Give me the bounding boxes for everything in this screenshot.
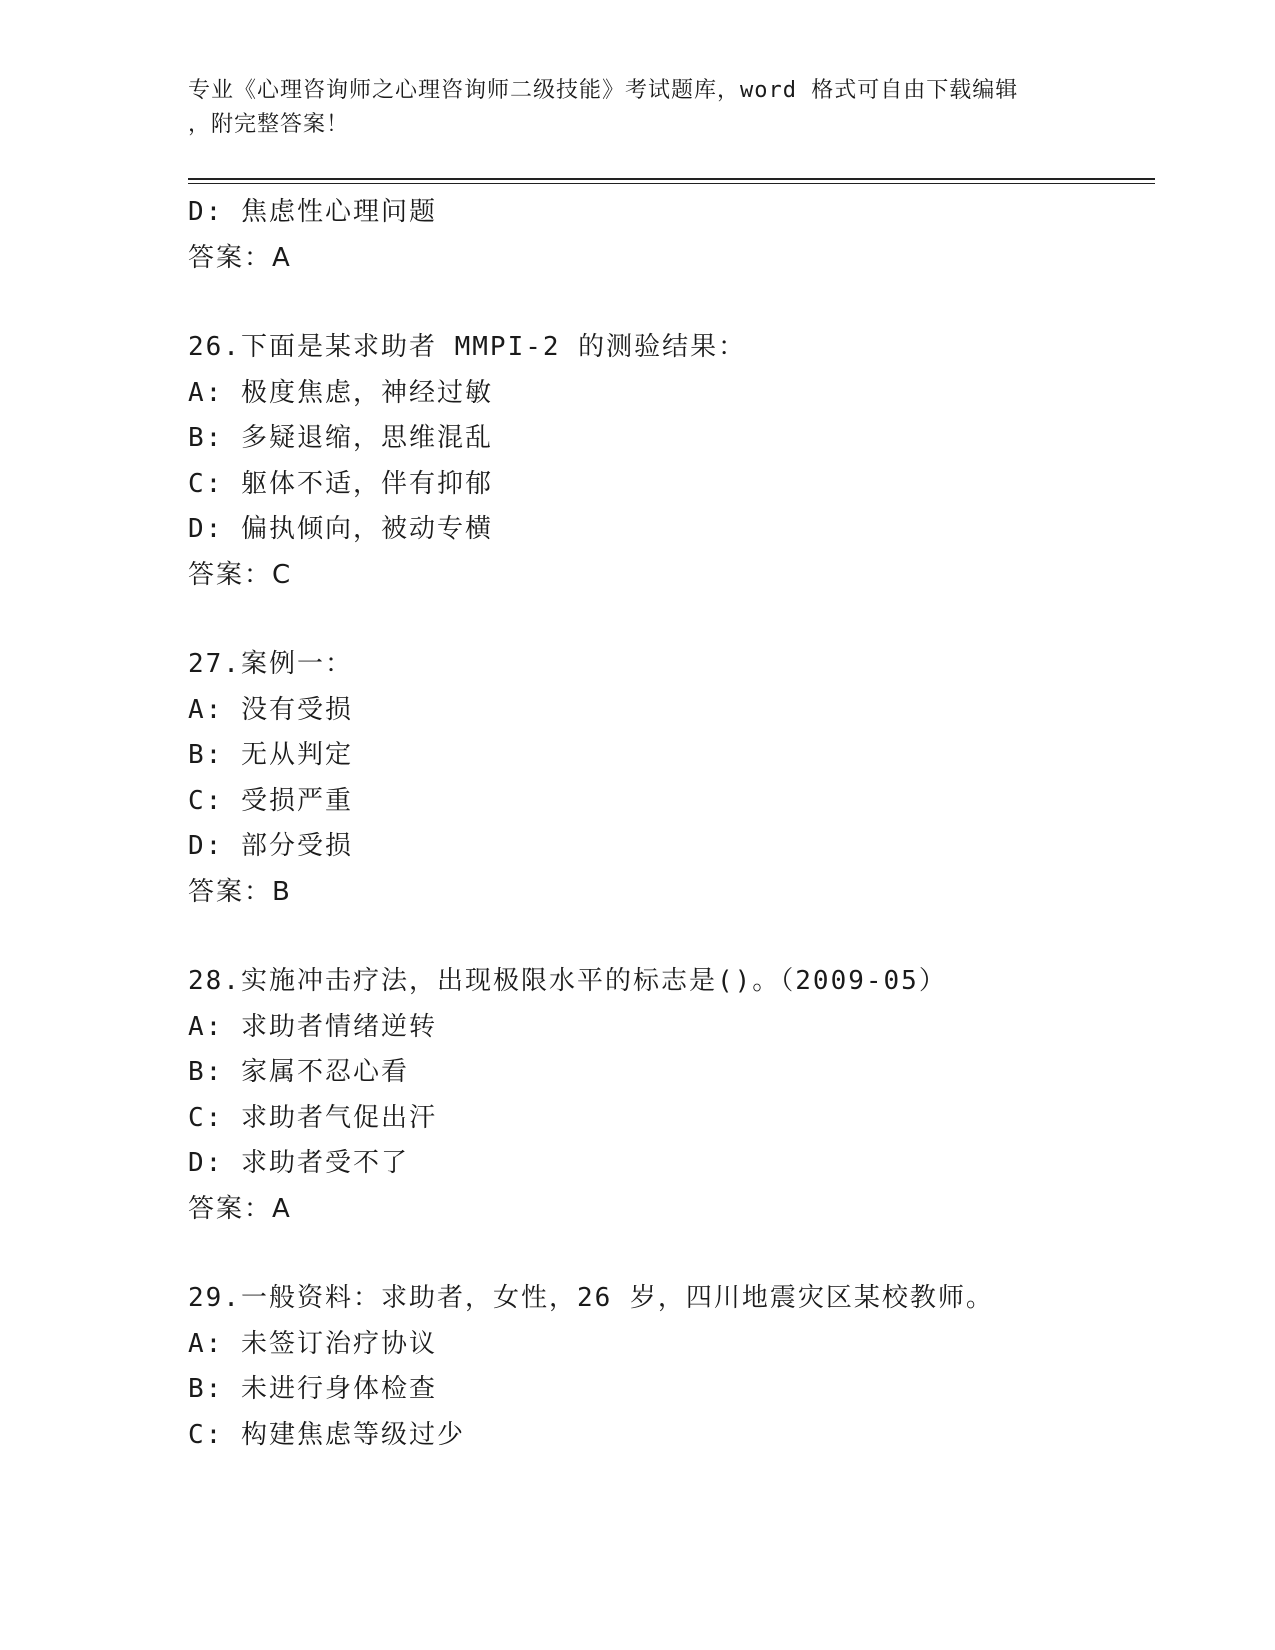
question-stem: 28.实施冲击疗法，出现极限水平的标志是()。（2009-05） (188, 966, 947, 996)
answer-line: 答案：C (188, 559, 293, 590)
question-29 (188, 1276, 1148, 1458)
option-b: B: 多疑退缩，思维混乱 (188, 423, 493, 453)
option-d: D: 部分受损 (188, 831, 353, 861)
answer-line: 答案：A (188, 1193, 292, 1224)
question-stem: 26.下面是某求助者 MMPI-2 的测验结果： (188, 332, 747, 362)
option-a: A: 未签订治疗协议 (188, 1328, 437, 1359)
question-stem: 27.案例一： (188, 649, 353, 679)
header-divider-thick (188, 178, 1155, 180)
option-c: C: 求助者气促出汗 (188, 1102, 437, 1133)
question-26 (188, 325, 1148, 598)
question-list (188, 190, 1148, 1458)
header-divider-thin (188, 183, 1155, 184)
option-b: B: 无从判定 (188, 740, 353, 770)
header-title-line-2: ，附完整答案！ (188, 112, 350, 137)
question-28 (188, 959, 1148, 1232)
option-c: C: 构建焦虑等级过少 (188, 1419, 465, 1450)
option-b: B: 家属不忍心看 (188, 1057, 409, 1087)
option-d: D: 求助者受不了 (188, 1148, 409, 1178)
question-stem: 29.一般资料：求助者，女性，26 岁，四川地震灾区某校教师。 (188, 1283, 994, 1313)
header-title-line-1: 专业《心理咨询师之心理咨询师二级技能》考试题库，word 格式可自由下载编辑 (188, 78, 1019, 103)
option-a: A: 极度焦虑，神经过敏 (188, 377, 493, 408)
document-header (188, 74, 1088, 142)
option-a: A: 没有受损 (188, 694, 353, 725)
answer-line: 答案：A (188, 242, 292, 273)
question-27 (188, 642, 1148, 915)
option-c: C: 躯体不适，伴有抑郁 (188, 468, 493, 499)
option-d: D: 偏执倾向，被动专横 (188, 514, 493, 544)
option-c: C: 受损严重 (188, 785, 353, 816)
option-d: D: 焦虑性心理问题 (188, 197, 437, 227)
option-b: B: 未进行身体检查 (188, 1374, 437, 1404)
option-a: A: 求助者情绪逆转 (188, 1011, 437, 1042)
answer-line: 答案：B (188, 876, 292, 907)
